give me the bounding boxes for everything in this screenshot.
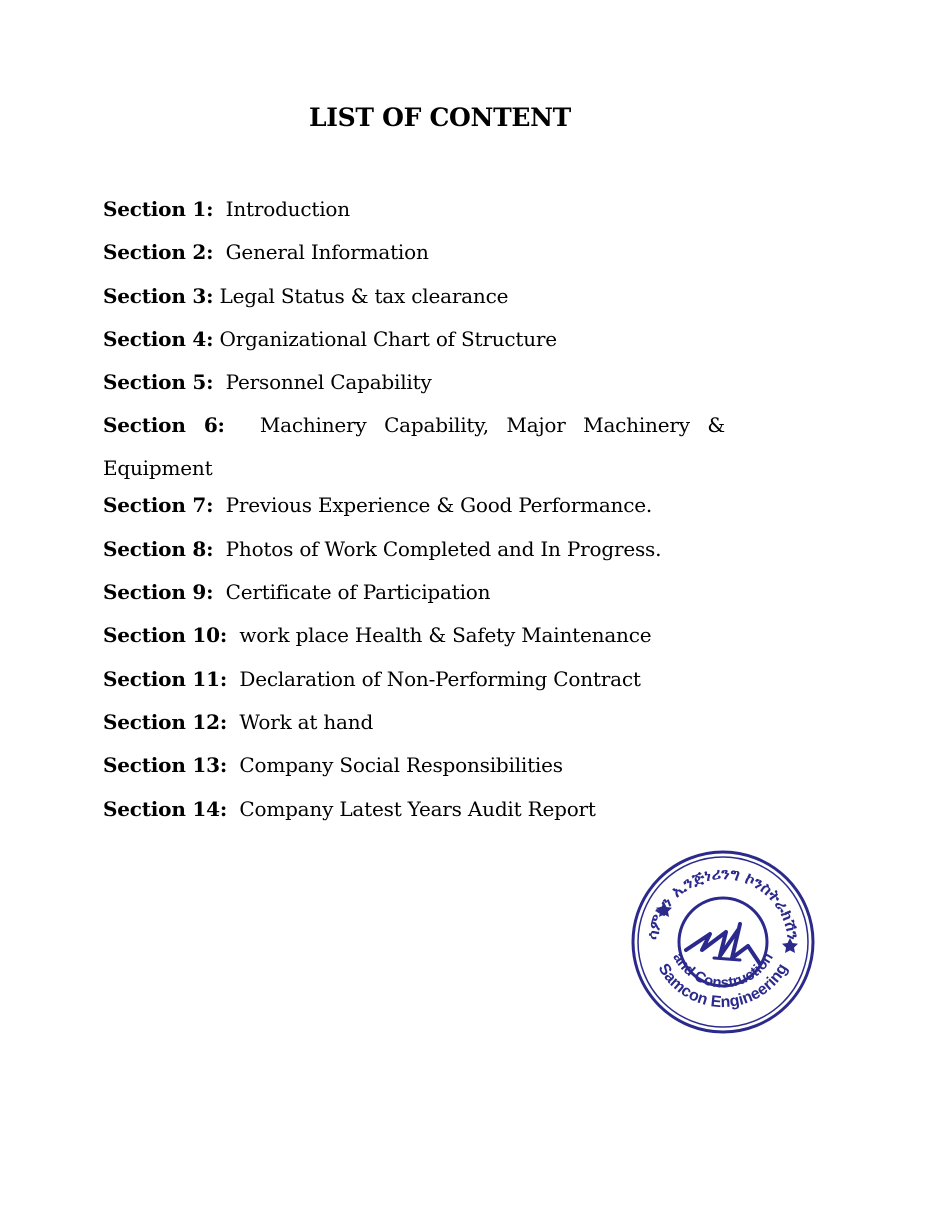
svg-text:ሳምኮን ኢንጅነሪንግ ኮንስትራክሽን: [643, 864, 803, 941]
section-label: Section 2:: [103, 240, 214, 265]
toc-item: [103, 367, 725, 397]
page-title: LIST OF CONTENT: [308, 103, 571, 132]
stamp-english-text-1: Samcon Engineering: [654, 960, 792, 1012]
section-label: Section 7:: [103, 493, 214, 518]
toc-item: [103, 194, 725, 224]
section-label: Section 5:: [103, 370, 214, 395]
section-label: Section 13:: [103, 753, 228, 778]
company-stamp: [628, 846, 818, 1038]
section-label: Section 6:: [103, 413, 225, 438]
toc-item: [103, 237, 725, 267]
section-title: Declaration of Non-Performing Contract: [239, 666, 641, 691]
toc-item: [103, 620, 725, 650]
section-title: Work at hand: [239, 709, 374, 734]
section-title: Introduction: [225, 197, 350, 221]
section-title: work place Health & Safety Maintenance: [239, 623, 652, 648]
section-title: General Information: [225, 240, 429, 265]
section-label: Section 1:: [103, 197, 214, 221]
toc-item: [103, 324, 725, 354]
stamp-english-text-2: and Construction: [669, 949, 777, 992]
toc-item: [103, 281, 725, 311]
section-label: Section 12:: [103, 709, 228, 734]
toc-item: [103, 750, 725, 780]
section-title: Machinery Capability, Major Machinery & Equipment: [103, 413, 725, 481]
toc-item: [103, 707, 725, 737]
stamp-amharic-text: ሳምኮን ኢንጅነሪንግ ኮንስትራክሽን: [643, 863, 803, 941]
section-label: Section 10:: [103, 623, 228, 648]
section-title: Photos of Work Completed and In Progress.: [225, 536, 662, 561]
toc-item: [103, 534, 725, 564]
table-of-contents: [103, 194, 725, 837]
toc-item: [103, 794, 725, 824]
section-title: Organizational Chart of Structure: [219, 326, 557, 351]
toc-item: [103, 577, 725, 607]
section-title: Company Social Responsibilities: [239, 753, 563, 778]
toc-item: [103, 490, 725, 520]
section-label: Section 4:: [103, 326, 214, 351]
section-label: Section 8:: [103, 536, 214, 561]
section-label: Section 3:: [103, 283, 214, 308]
section-title: Previous Experience & Good Performance.: [225, 493, 653, 518]
section-label: Section 9:: [103, 580, 214, 605]
section-title: Personnel Capability: [225, 370, 432, 395]
section-title: Company Latest Years Audit Report: [239, 796, 596, 821]
stamp-logo-icon: [686, 924, 760, 964]
section-title: Certificate of Participation: [225, 580, 491, 605]
toc-item: [103, 404, 725, 490]
section-label: Section 14:: [103, 796, 228, 821]
section-label: Section 11:: [103, 666, 228, 691]
toc-item: [103, 664, 725, 694]
section-title: Legal Status & tax clearance: [219, 283, 509, 308]
